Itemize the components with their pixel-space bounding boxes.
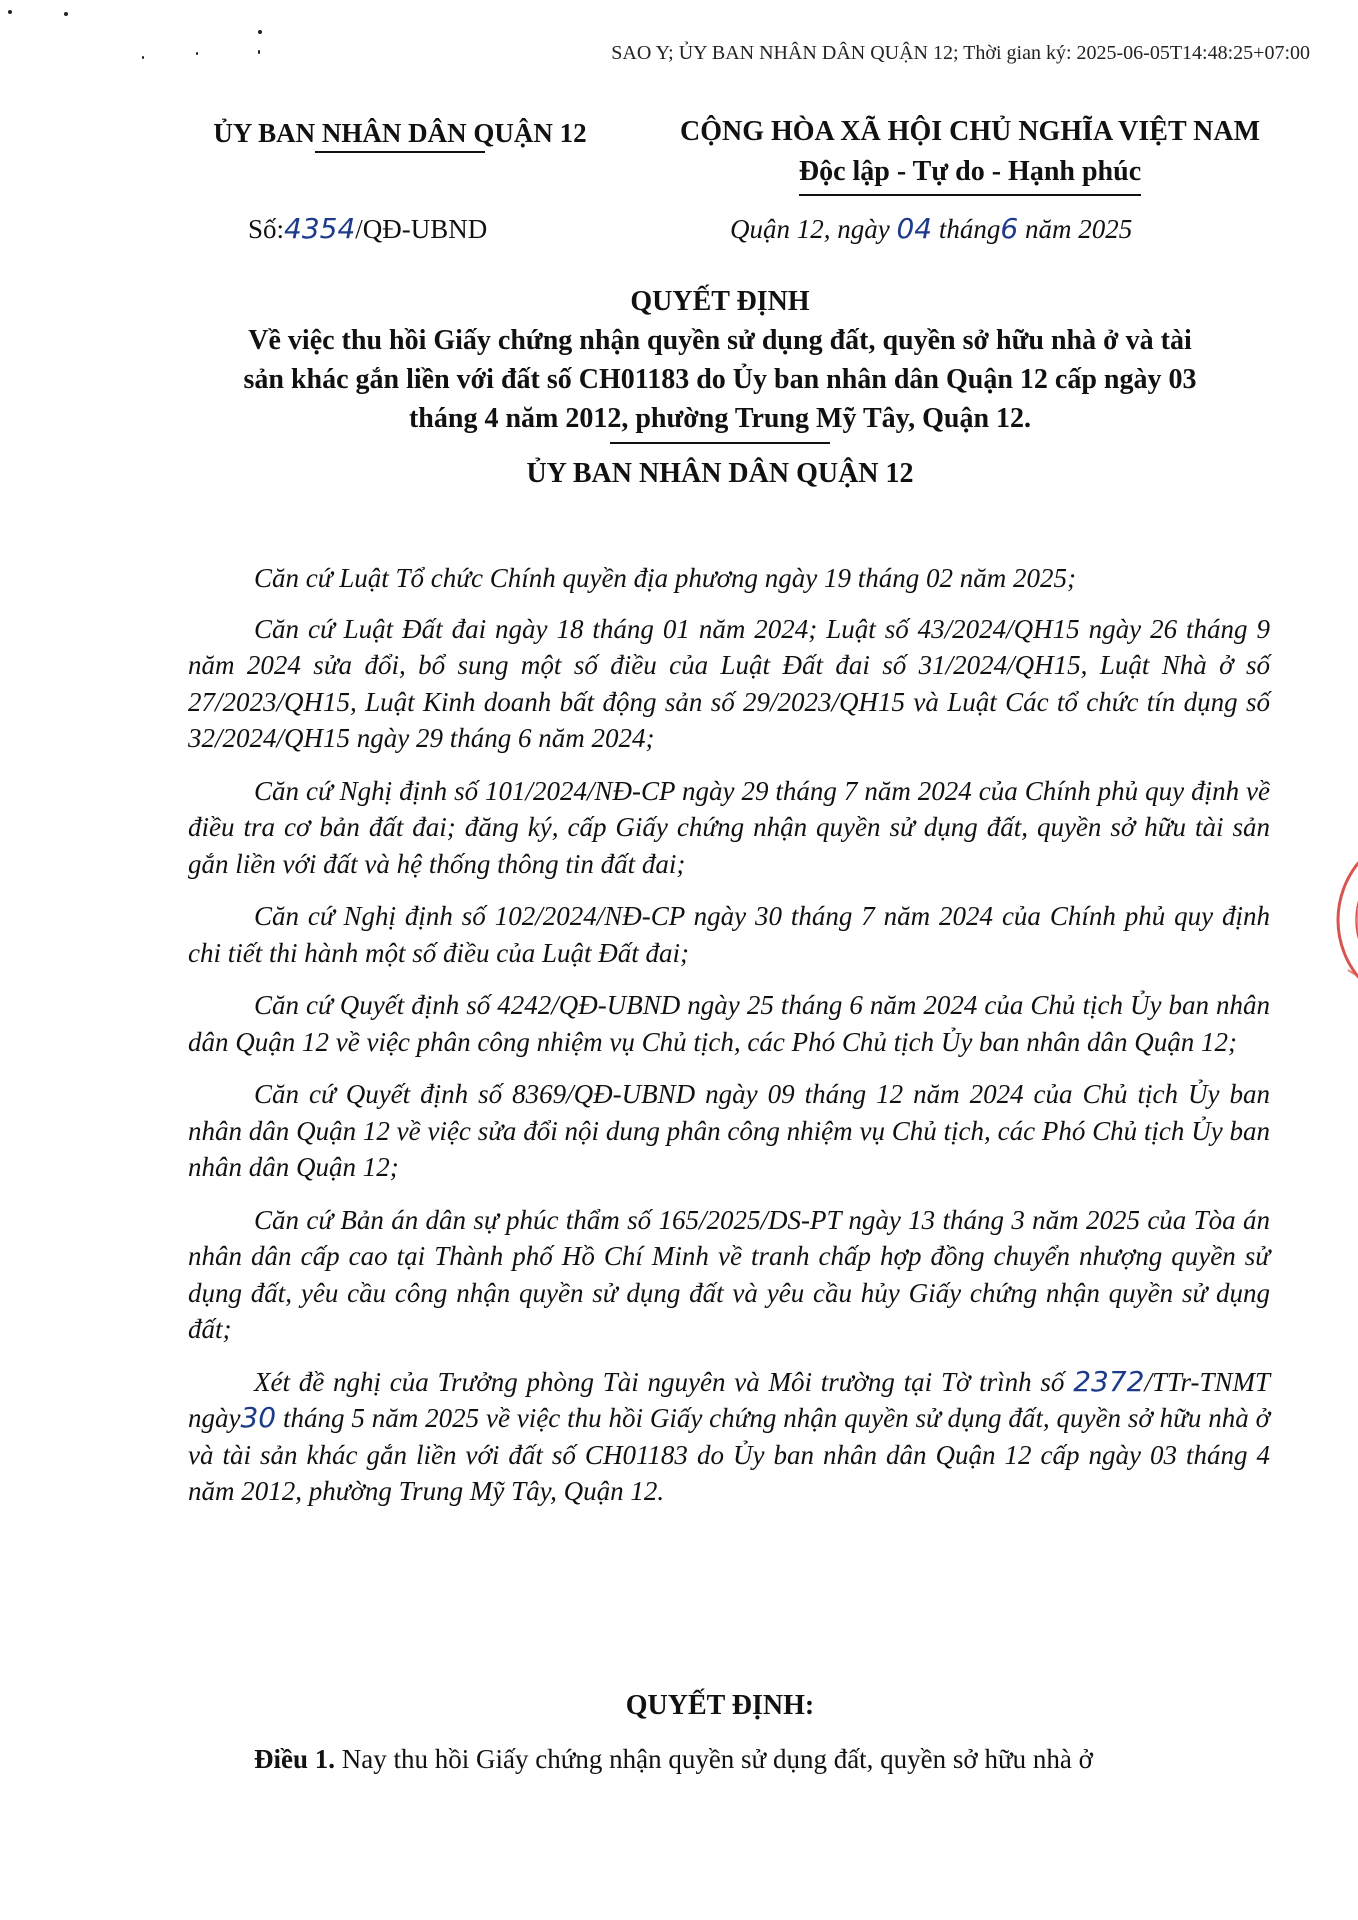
preamble-item: Căn cứ Bản án dân sự phúc thẩm số 165/2025/DS-PT ngày 13 tháng 3 năm 2025 của Tòa án nhân dân cấp cao tại Thành phố Hồ Chí Minh về tranh chấp hợp đồng chuyển nhượng quyền sử dụng đất, yêu cầu công nhận quyền sử dụng đất và yêu cầu hủy Giấy chứng nhận quyền sử dụng đất; xyxy=(188,1204,1270,1344)
article-1 xyxy=(188,1744,1270,1775)
submission-number-handwritten: 2372 xyxy=(1073,1364,1145,1398)
scan-speck xyxy=(142,56,144,59)
preamble-item: Căn cứ Nghị định số 102/2024/NĐ-CP ngày 30 tháng 7 năm 2024 của Chính phủ quy định chi tiết thi hành một số điều của Luật Đất đai; xyxy=(188,901,1270,968)
submission-day-handwritten: 30 xyxy=(240,1401,277,1434)
subject-line-2: sản khác gắn liền với đất số CH01183 do Ủy ban nhân dân Quận 12 cấp ngày 03 xyxy=(243,364,1197,395)
subject-line-1: Về việc thu hồi Giấy chứng nhận quyền sử dụng đất, quyền sở hữu nhà ở và tài xyxy=(248,325,1192,356)
country-name: CỘNG HÒA XÃ HỘI CHỦ NGHĨA VIỆT NAM xyxy=(679,116,1261,147)
scan-speck xyxy=(258,30,262,34)
year-text: năm 2025 xyxy=(1024,214,1133,244)
preamble-section xyxy=(188,560,1270,1526)
scan-speck xyxy=(64,12,68,16)
digital-signature-stamp: SAO Y; ỦY BAN NHÂN DÂN QUẬN 12; Thời gian ký: 2025-06-05T14:48:25+07:00 xyxy=(611,42,1310,64)
national-motto: Độc lập - Tự do - Hạnh phúc xyxy=(799,152,1141,196)
scan-speck xyxy=(196,52,198,55)
consideration-part1: Xét đề nghị của Trưởng phòng Tài nguyên và Môi trường tại Tờ trình số xyxy=(254,1366,1065,1397)
subject-line-3: tháng 4 năm 2012, phường Trung Mỹ Tây, Quận 12. xyxy=(408,403,1032,434)
date-prefix: Quận 12, ngày xyxy=(730,214,890,244)
org-name: ỦY BAN NHÂN DÂN QUẬN 12 xyxy=(213,118,587,148)
article-1-text: Nay thu hồi Giấy chứng nhận quyền sử dụng đất, quyền sở hữu nhà ở xyxy=(341,1744,1093,1774)
preamble-item: Căn cứ Luật Đất đai ngày 18 tháng 01 năm 2024; Luật số 43/2024/QH15 ngày 26 tháng 9 năm 2024 sửa đổi, bổ sung một số điều của Luật Đất đai số 31/2024/QH15, Luật Nhà ở số 27/2023/QH15, Luật Kinh doanh bất động sản số 29/2023/QH15 và Luật Các tổ chức tín dụng số 32/2024/QH15 ngày 29 tháng 6 năm 2024; xyxy=(188,613,1270,753)
month-prefix: tháng xyxy=(938,214,1001,244)
decision-heading: QUYẾT ĐỊNH xyxy=(630,286,810,317)
document-date xyxy=(730,212,1132,245)
article-1-label: Điều 1. xyxy=(254,1744,335,1774)
issuing-authority xyxy=(190,118,610,153)
preamble-item: Căn cứ Quyết định số 4242/QĐ-UBND ngày 25 tháng 6 năm 2024 của Chủ tịch Ủy ban nhân dân Quận 12 về việc phân công nhiệm vụ Chủ tịch, các Phó Chủ tịch Ủy ban nhân dân Quận 12; xyxy=(188,990,1270,1057)
scan-speck xyxy=(8,10,12,14)
number-handwritten: 4354 xyxy=(284,212,356,245)
title-underline xyxy=(610,442,830,444)
month-handwritten: 6 xyxy=(1000,212,1019,245)
decision-title-block xyxy=(150,282,1290,493)
consideration-part2: /TTr-TNMT ngày xyxy=(188,1366,1271,1433)
consideration-paragraph xyxy=(188,1364,1270,1510)
number-prefix: Số: xyxy=(248,214,285,244)
preamble-item: Căn cứ Nghị định số 101/2024/NĐ-CP ngày 29 tháng 7 năm 2024 của Chính phủ quy định về điều tra cơ bản đất đai; đăng ký, cấp Giấy chứng nhận quyền sử dụng đất, quyền sở hữu tài sản gắn liền với đất và hệ thống thông tin đất đai; xyxy=(188,775,1270,879)
day-handwritten: 04 xyxy=(896,212,933,245)
national-header xyxy=(650,112,1290,196)
number-suffix: /QĐ-UBND xyxy=(355,214,488,244)
decision-subheading: QUYẾT ĐỊNH: xyxy=(625,1690,815,1721)
authority-heading: ỦY BAN NHÂN DÂN QUẬN 12 xyxy=(526,458,914,489)
preamble-item: Căn cứ Luật Tổ chức Chính quyền địa phương ngày 19 tháng 02 năm 2025; xyxy=(254,563,1077,593)
preamble-item: Căn cứ Quyết định số 8369/QĐ-UBND ngày 09 tháng 12 năm 2024 của Chủ tịch Ủy ban nhân dân Quận 12 về việc sửa đổi nội dung phân công nhiệm vụ Chủ tịch, các Phó Chủ tịch Ủy ban nhân dân Quận 12; xyxy=(188,1079,1270,1182)
scan-speck xyxy=(258,50,260,54)
org-underline xyxy=(315,151,485,153)
consideration-part3: tháng 5 năm 2025 về việc thu hồi Giấy chứng nhận quyền sử dụng đất, quyền sở hữu nhà ở và tài sản khác gắn liền với đất số CH01183 do Ủy ban nhân dân Quận 12 cấp ngày 03 tháng 4 năm 2012, phường Trung Mỹ Tây, Quận 12. xyxy=(188,1403,1271,1506)
red-seal-fragment xyxy=(1318,820,1358,1020)
document-number xyxy=(248,212,487,245)
